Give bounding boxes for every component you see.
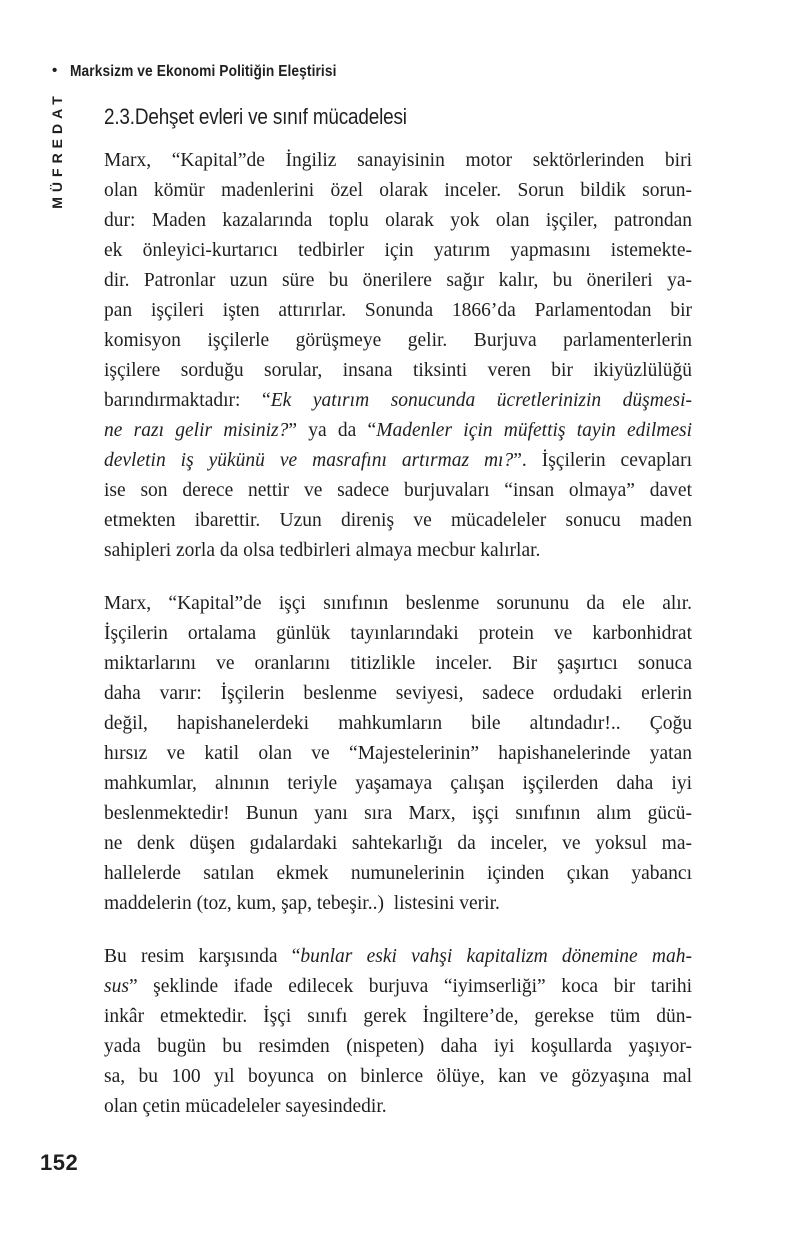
text-line: ise son derece nettir ve sadece burjuvaları “insan olmaya” davet [104, 480, 692, 501]
text-line: ne razı gelir misiniz?” ya da “Madenler için müfettiş tayin edilmesi [104, 420, 692, 441]
text-line: daha varır: İşçilerin beslenme seviyesi, sadece ordudaki erlerin [104, 683, 692, 704]
text-line: sa, bu 100 yıl boyunca on binlerce ölüye, kan ve gözyaşına mal [104, 1066, 692, 1087]
running-header [52, 63, 380, 81]
text-line: hallelerde satılan ekmek numunelerinin içinden çıkan yabancı [104, 863, 692, 884]
text-line: ek önleyici-kurtarıcı tedbirler için yatırım yapmasını istemekte- [104, 240, 692, 261]
text-line: inkâr etmektedir. İşçi sınıfı gerek İngiltere’de, gerekse tüm dün- [104, 1006, 692, 1027]
text-line: Marx, “Kapital”de işçi sınıfının beslenme sorununu da ele alır. [104, 593, 692, 614]
text-line: olan kömür madenlerini özel olarak inceler. Sorun bildik sorun- [104, 180, 692, 201]
paragraph [104, 942, 692, 1122]
text-line: pan işçileri işten attırırlar. Sonunda 1866’da Parlamentodan bir [104, 300, 692, 321]
paragraph [104, 146, 692, 566]
text-line: devletin iş yükünü ve masrafını artırmaz mı?”. İşçilerin cevapları [104, 450, 692, 471]
margin-vertical-label: MÜFREDAT [49, 91, 65, 209]
text-line: komisyon işçilerle görüşmeye gelir. Burjuva parlamenterlerin [104, 330, 692, 351]
text-line: dur: Maden kazalarında toplu olarak yok olan işçiler, patrondan [104, 210, 692, 231]
text-line: etmekten ibarettir. Uzun direniş ve mücadeleler sonucu maden [104, 510, 692, 531]
text-line: Marx, “Kapital”de İngiliz sanayisinin motor sektörlerinden biri [104, 150, 692, 171]
text-line: yada bugün bu resimden (nispeten) daha iyi koşullarda yaşıyor- [104, 1036, 692, 1057]
text-line: Bu resim karşısında “bunlar eski vahşi kapitalizm dönemine mah- [104, 946, 692, 967]
text-line: miktarlarını ve oranlarını titizlikle inceler. Bir şaşırtıcı sonuca [104, 653, 692, 674]
paragraph [104, 589, 692, 919]
text-line: sahipleri zorla da olsa tedbirleri almaya mecbur kalırlar. [104, 540, 541, 561]
page-number: 152 [40, 1150, 79, 1175]
text-line: ne denk düşen gıdalardaki sahtekarlığı da inceler, ve yoksul ma- [104, 833, 692, 854]
bullet-icon: • [52, 62, 58, 79]
section-heading [104, 104, 456, 130]
running-header-title: Marksizm ve Ekonomi Politiğin Eleştirisi [70, 63, 337, 80]
text-line: İşçilerin ortalama günlük tayınlarındaki protein ve karbonhidrat [104, 623, 692, 644]
body-text [104, 146, 692, 1122]
section-heading-text: 2.3.Dehşet evleri ve sınıf mücadelesi [104, 104, 407, 129]
text-line: dir. Patronlar uzun süre bu önerilere sağır kalır, bu önerileri ya- [104, 270, 692, 291]
text-line: olan çetin mücadeleler sayesindedir. [104, 1096, 387, 1117]
text-line: mahkumlar, alnının teriyle yaşamaya çalışan işçilerden daha iyi [104, 773, 692, 794]
text-line: maddelerin (toz, kum, şap, tebeşir..) listesini verir. [104, 893, 500, 914]
text-line: hırsız ve katil olan ve “Majestelerinin” hapishanelerinde yatan [104, 743, 692, 764]
text-line: sus” şeklinde ifade edilecek burjuva “iyimserliği” koca bir tarihi [104, 976, 692, 997]
text-line: barındırmaktadır: “Ek yatırım sonucunda ücretlerinizin düşmesi- [104, 390, 693, 411]
text-line: değil, hapishanelerdeki mahkumların bile altındadır!.. Çoğu [104, 713, 692, 734]
text-line: beslenmektedir! Bunun yanı sıra Marx, işçi sınıfının alım gücü- [104, 803, 692, 824]
text-line: işçilere sorduğu sorular, insana tiksinti veren bir ikiyüzlülüğü [104, 360, 692, 381]
